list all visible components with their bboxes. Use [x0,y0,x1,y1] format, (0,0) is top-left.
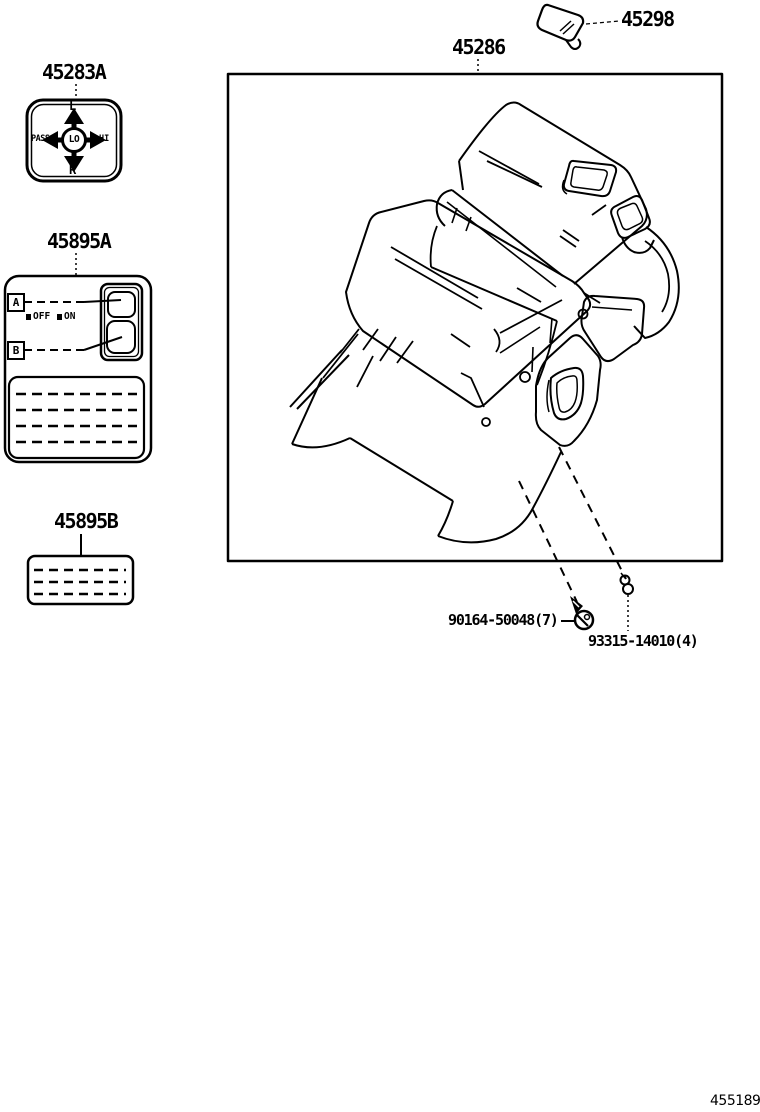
knob-top-label: L [69,99,77,113]
accent-line [592,205,606,215]
fin-line [357,356,373,387]
knob-left-label: PASS [31,134,50,144]
knob-right-label: HI [99,134,110,144]
screw-boss [482,418,490,426]
mid-bracket-line [592,307,632,310]
text-panel [9,377,144,458]
label-border [5,276,151,462]
off-label: OFF [33,311,51,322]
leader-line [586,21,619,24]
lower-cover-left-edge [438,501,453,536]
part-number-45298: 45298 [621,7,674,31]
on-indicator-icon [57,314,62,320]
fastener-leader-dashed [559,447,626,579]
part-number-45895a: 45895A [47,229,111,253]
label-45895a-drawing [5,253,151,462]
callout-b: B [7,341,25,360]
u-bracket-inner [617,203,642,229]
fin-line [297,355,349,409]
side-panel-outline [536,335,601,446]
accent-line [451,334,470,347]
screw-head [623,584,633,594]
panel-hole-inner [557,376,578,412]
switch-top-button [108,292,135,317]
accent-line [487,161,542,187]
fin-line [340,329,359,353]
fin-line [290,350,342,407]
knob-bottom-label: R [69,163,77,177]
label-45895b-drawing [28,534,133,604]
right-bracket-outer [634,227,679,338]
label-border [28,556,133,604]
accent-line [391,247,478,298]
accent-curve [494,329,500,352]
band-left-edge [431,226,437,267]
cover-outline [538,5,584,41]
on-label: ON [64,311,76,322]
part-number-45895b: 45895B [54,509,118,533]
hole-cover-drawing [538,5,620,49]
figure-number: 455189 [710,1093,760,1109]
foot-curve [292,438,350,447]
screw-93315-drawing [621,573,634,631]
corner-thickness [461,373,484,407]
band-top-line-2 [447,202,556,287]
band-tick [452,208,457,223]
key-slot-inner [571,167,607,190]
callout-b-solid-leader [84,337,122,350]
screw-boss [520,372,530,382]
lower-cover-bottom-edge [350,438,453,501]
part-number-45283a: 45283A [42,60,106,84]
band-top-line [452,190,563,276]
fin-line [323,334,358,378]
accent-line [517,288,541,302]
frame-border [228,74,722,561]
part-number-90164: 90164-50048(7) [448,611,558,629]
off-indicator-icon [26,314,31,320]
edge-tick [532,347,533,372]
cover-hatch [560,21,574,34]
screw-head [575,611,593,629]
right-bracket-inner [645,241,669,312]
cover-edge-band [500,300,562,333]
callout-a-solid-leader [84,300,121,302]
part-number-45286: 45286 [452,35,505,59]
knob-center-label: LO [68,134,80,145]
u-bracket-outer [611,196,650,238]
part-number-93315: 93315-14010(4) [588,632,698,650]
assembly-frame [228,59,722,561]
column-cover-assembly-drawing [290,103,679,603]
cover-edge-band [500,327,540,353]
upper-cover-left-edge [459,161,463,190]
upper-cover-outline [459,103,647,285]
accent-line [479,151,539,184]
panel-rim [547,380,549,412]
fin-line [380,337,396,361]
band-left-bump [437,190,452,226]
fastener-leader-dashed [519,481,577,602]
callout-a: A [7,293,25,312]
